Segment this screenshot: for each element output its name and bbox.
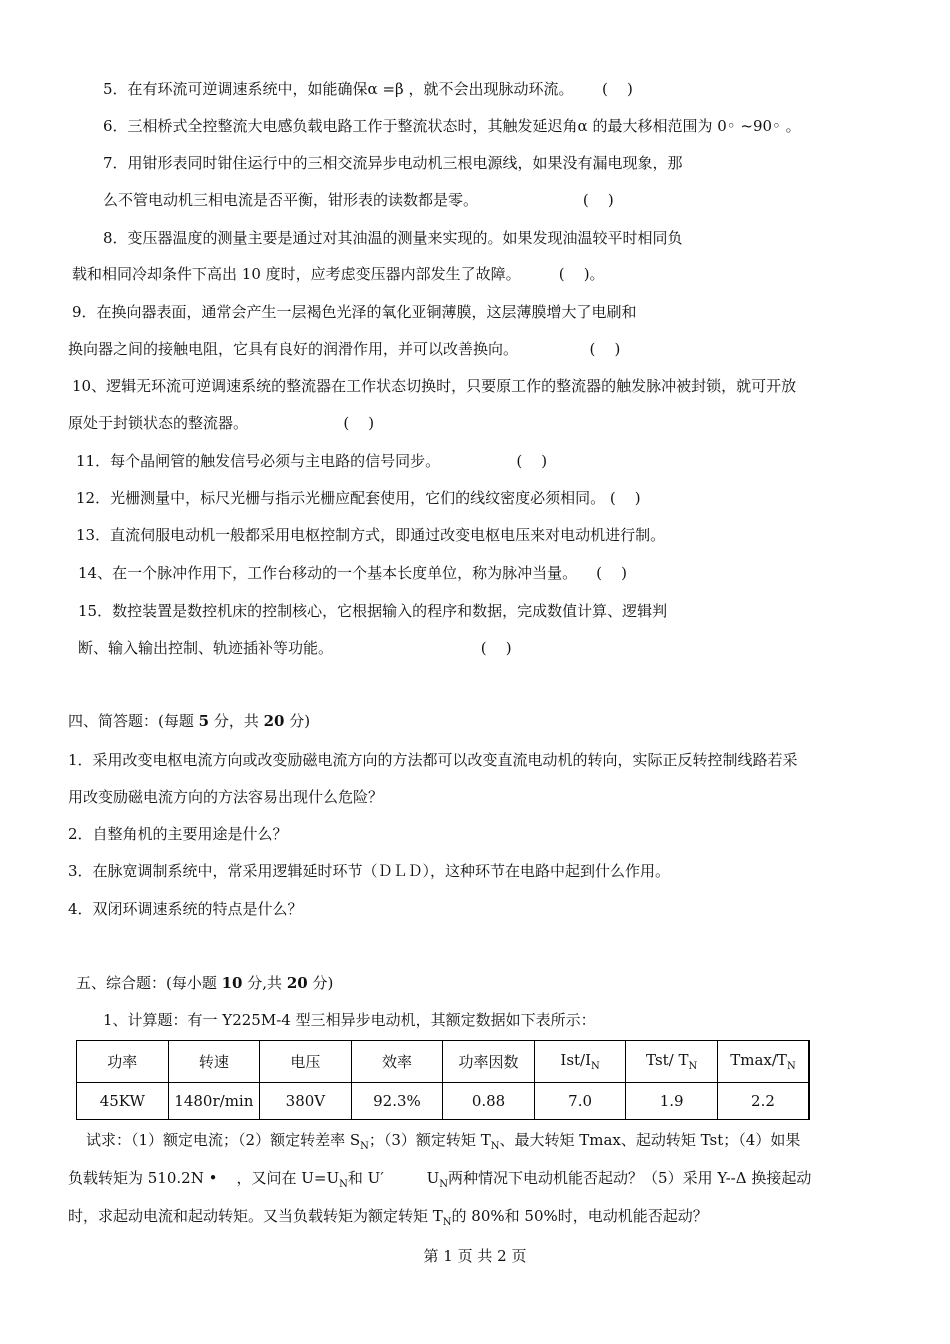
short-answer-4: 4．双闭环调速系统的特点是什么？	[68, 900, 303, 918]
question-9a: 9．在换向器表面，通常会产生一层褐色光泽的氧化亚铜薄膜，这层薄膜增大了电刷和	[72, 303, 637, 321]
question-12: 12．光栅测量中，标尺光栅与指示光栅应配套使用，它们的线纹密度必须相同。 ( )	[76, 489, 641, 507]
section-5-title: 五、综合题：(每小题 10 分,共 20 分)	[76, 974, 334, 992]
question-7b: 么不管电动机三相电流是否平衡，钳形表的读数都是零。 ( )	[103, 191, 614, 209]
short-answer-2: 2．自整角机的主要用途是什么？	[68, 825, 288, 843]
table-header-cell: Tmax/$T_N$	[717, 1041, 809, 1083]
question-15a: 15．数控装置是数控机床的控制核心，它根据输入的程序和数据，完成数值计算、逻辑判	[78, 602, 668, 620]
calc-intro: 1、计算题：有一 Y225M-4 型三相异步电动机，其额定数据如下表所示：	[103, 1011, 596, 1029]
question-10b: 原处于封锁状态的整流器。 ( )	[68, 414, 375, 432]
question-8b: 载和相同冷却条件下高出 10 度时，应考虑变压器内部发生了故障。 ( )。	[72, 265, 605, 283]
short-answer-1b: 用改变励磁电流方向的方法容易出现什么危险？	[68, 788, 384, 806]
short-answer-1a: 1．采用改变电枢电流方向或改变励磁电流方向的方法都可以改变直流电动机的转向，实际正反转控制线路若采	[68, 751, 798, 769]
table-cell: 1480r/min	[168, 1083, 260, 1120]
table-header-cell: 电压	[260, 1041, 352, 1083]
question-9b: 换向器之间的接触电阻，它具有良好的润滑作用，并可以改善换向。 ( )	[68, 340, 621, 358]
table-header-cell: Tst/ $T_N$	[626, 1041, 718, 1083]
table-cell: 7.0	[534, 1083, 626, 1120]
question-14: 14、在一个脉冲作用下，工作台移动的一个基本长度单位，称为脉冲当量。 ( )	[78, 564, 627, 582]
question-13: 13．直流伺服电动机一般都采用电枢控制方式，即通过改变电枢电压来对电动机进行制。	[76, 526, 666, 544]
question-11: 11．每个晶闸管的触发信号必须与主电路的信号同步。 ( )	[76, 452, 548, 470]
table-header-cell: 转速	[168, 1041, 260, 1083]
table-cell: 0.88	[443, 1083, 535, 1120]
table-cell: 45KW	[77, 1083, 169, 1120]
table-header-cell: 功率	[77, 1041, 169, 1083]
page-footer: 第 1 页 共 2 页	[423, 1247, 527, 1265]
question-8a: 8．变压器温度的测量主要是通过对其油温的测量来实现的。如果发现油温较平时相同负	[103, 229, 683, 247]
short-answer-3: 3．在脉宽调制系统中，常采用逻辑延时环节（ＤＬＤ），这种环节在电路中起到什么作用。	[68, 862, 671, 880]
calc-question-line-3: 时，求起动电流和起动转矩。又当负载转矩为额定转矩 $T_N$的 80%和 50%时，电动机能否起动？	[68, 1207, 708, 1228]
calc-question-line-2: 负载转矩为 510.2N • ，又问在 $U=U_N$和 U′ $U_N$两种情况下电动机能否起动？（5）采用 Y--Δ 换接起动	[68, 1169, 812, 1190]
calc-question-line-1: 试求：（1）额定电流；（2）额定转差率 $S_N$；（3）额定转矩 $T_N$、最大转矩 Tmax、起动转矩 Tst；（4）如果	[86, 1131, 801, 1152]
table-row	[77, 1083, 810, 1120]
table-cell: 380V	[260, 1083, 352, 1120]
question-6: 6．三相桥式全控整流大电感负载电路工作于整流状态时，其触发延迟角α 的最大移相范围为 0◦ ~90◦ 。	[103, 117, 801, 135]
motor-rating-table	[76, 1040, 810, 1120]
table-header-cell: 功率因数	[443, 1041, 535, 1083]
table-cell: 92.3%	[351, 1083, 443, 1120]
question-7a: 7．用钳形表同时钳住运行中的三相交流异步电动机三根电源线，如果没有漏电现象，那	[103, 154, 683, 172]
question-5: 5．在有环流可逆调速系统中，如能确保α =β ，就不会出现脉动环流。 ( )	[103, 80, 633, 98]
question-10a: 10、逻辑无环流可逆调速系统的整流器在工作状态切换时，只要原工作的整流器的触发脉冲被封锁，就可开放	[72, 377, 797, 395]
table-cell: 2.2	[717, 1083, 809, 1120]
table-header-cell: Ist/$I_N$	[534, 1041, 626, 1083]
table-cell: 1.9	[626, 1083, 718, 1120]
section-4-title: 四、简答题：(每题 5 分，共 20 分)	[68, 712, 311, 730]
table-header-row	[77, 1041, 810, 1083]
table-header-cell: 效率	[351, 1041, 443, 1083]
question-15b: 断、输入输出控制、轨迹插补等功能。 ( )	[78, 639, 512, 657]
